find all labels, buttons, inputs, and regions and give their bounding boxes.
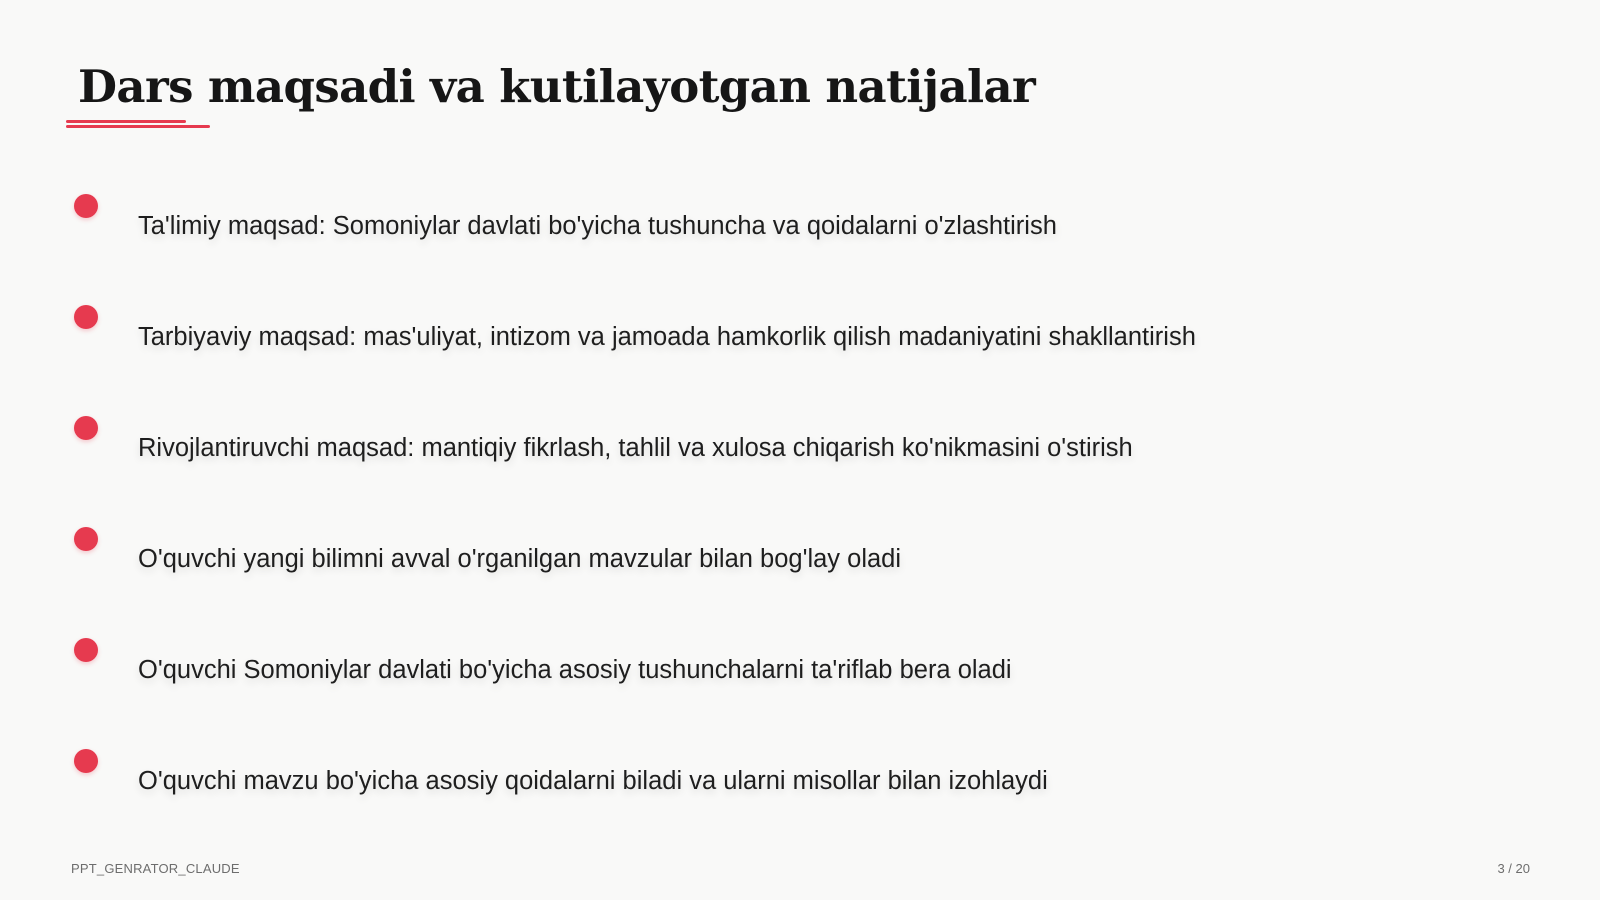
list-item-text: Tarbiyaviy maqsad: mas'uliyat, intizom va jamoada hamkorlik qilish madaniyatini shakllantirish <box>138 323 1196 351</box>
list-item <box>74 305 1554 365</box>
bullet-dot-icon <box>74 527 98 551</box>
list-item <box>74 527 1554 587</box>
list-item-text: O'quvchi Somoniylar davlati bo'yicha asosiy tushunchalarni ta'riflab bera oladi <box>138 656 1012 684</box>
list-item <box>74 638 1554 698</box>
list-item-text: O'quvchi yangi bilimni avval o'rganilgan mavzular bilan bog'lay oladi <box>138 545 902 573</box>
bullet-dot-icon <box>74 194 98 218</box>
bullet-dot-icon <box>74 305 98 329</box>
list-item <box>74 194 1554 254</box>
list-item-text: O'quvchi mavzu bo'yicha asosiy qoidalarni biladi va ularni misollar bilan izohlaydi <box>138 767 1048 795</box>
list-item-text: Rivojlantiruvchi maqsad: mantiqiy fikrlash, tahlil va xulosa chiqarish ko'nikmasini o'stirish <box>138 434 1133 462</box>
list-item <box>74 749 1554 809</box>
list-item <box>74 416 1554 476</box>
footer-brand: PPT_GENRATOR_CLAUDE <box>71 861 240 876</box>
bullet-dot-icon <box>74 749 98 773</box>
bullet-dot-icon <box>74 416 98 440</box>
list-item-text: Ta'limiy maqsad: Somoniylar davlati bo'yicha tushuncha va qoidalarni o'zlashtirish <box>138 212 1057 240</box>
page-number: 3 / 20 <box>1497 861 1530 876</box>
slide-title: Dars maqsadi va kutilayotgan natijalar <box>78 60 1036 113</box>
bullet-dot-icon <box>74 638 98 662</box>
